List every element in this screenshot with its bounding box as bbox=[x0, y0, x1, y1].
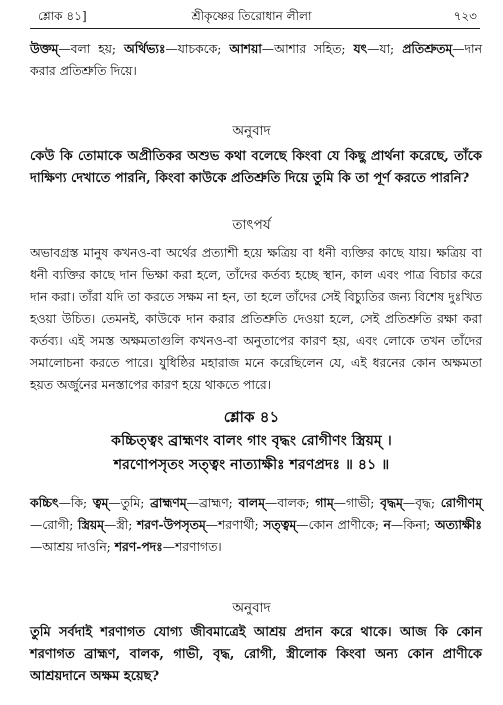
synonym-term: রোগীণম্ bbox=[440, 495, 482, 510]
synonym-meaning: —আশার সহিত; bbox=[261, 42, 346, 56]
synonym-meaning: —শরণাগত। bbox=[162, 540, 222, 554]
synonym-meaning: —বালক; bbox=[264, 496, 310, 510]
synonym-meaning: —যাচককে; bbox=[165, 42, 222, 56]
verse-line-2: শরণোপসৃতং সত্ত্বং নাত্যাক্ষীঃ শরণপ্রদঃ ॥ ৪১ ॥ bbox=[113, 457, 390, 473]
synonym-meaning: —ব্রাহ্মণ; bbox=[186, 496, 233, 510]
verse-title: শ্লোক ৪১ bbox=[223, 408, 280, 426]
purport-heading: তাৎপর্য bbox=[232, 217, 271, 233]
synonym-meaning: —গাভী; bbox=[333, 496, 375, 510]
verse-line-1: কচ্চিত্ত্বং ব্রাহ্মণং বালং গাং বৃদ্ধং রোগীণং স্ত্রিয়ম্ । bbox=[111, 433, 392, 449]
header-chapter-title: শ্রীকৃষ্ণের তিরোধান লীলা bbox=[191, 9, 312, 23]
translation-2-text: তুমি সর্বদাই শরণাগত যোগ্য জীবমাত্রেই আশ্রয় প্রদান করে থাকে। আজ কি কোন শরণাগত ব্রাহ্মণ, বালক, গাভী, বৃদ্ধ, রোগী, স্ত্রীলোক কিংবা অন্য কোন প্রাণীকে আশ্রয়দানে অক্ষম হয়েছ? bbox=[30, 625, 482, 684]
synonym-meaning: —শরণার্থী; bbox=[205, 518, 259, 532]
synonym-term: ত্বম্ bbox=[92, 495, 109, 510]
synonym-term: শরণ-পদঃ bbox=[114, 539, 163, 554]
translation-2-heading: অনুবাদ bbox=[232, 600, 271, 616]
synonym-term: সত্ত্বম্ bbox=[263, 517, 297, 532]
synonym-term: গাম্ bbox=[315, 495, 334, 510]
synonym-term: উক্তম্ bbox=[30, 41, 59, 56]
synonym-term: অর্থিভ্যঃ bbox=[124, 41, 166, 56]
header-rule bbox=[30, 28, 480, 29]
translation-heading: অনুবাদ bbox=[232, 123, 271, 139]
header-verse-ref: শ্লোক ৪১] bbox=[38, 9, 87, 23]
synonym-term: ব্রাহ্মণম্ bbox=[150, 495, 187, 510]
synonym-term: ন bbox=[383, 517, 391, 532]
synonym-term: অত্যাক্ষীঃ bbox=[434, 517, 482, 532]
synonym-meaning: —তুমি; bbox=[108, 496, 145, 510]
page-number: ৭২৩ bbox=[453, 9, 477, 23]
synonym-term: প্রতিশ্রুতম্ bbox=[402, 41, 453, 56]
synonym-meaning: —বলা হয়; bbox=[58, 42, 117, 56]
synonym-meaning: —দান করার প্রতিশ্রুতি দিয়ে। bbox=[30, 42, 482, 78]
synonym-term: আশয়া bbox=[229, 41, 262, 56]
synonym-term: বৃদ্ধম্ bbox=[380, 495, 403, 510]
synonym-meaning: —বৃদ্ধ; bbox=[402, 496, 436, 510]
synonym-meaning: —কোন প্রাণীকে; bbox=[296, 518, 379, 532]
synonym-meaning: —আশ্রয় দাওনি; bbox=[30, 540, 111, 554]
synonym-meaning: —যা; bbox=[367, 42, 395, 56]
synonym-term: কচ্চিৎ bbox=[30, 495, 59, 510]
running-header bbox=[0, 2, 503, 24]
translation-text: কেউ কি তোমাকে অপ্রীতিকর অশুভ কথা বলেছে কিংবা যে কিছু প্রার্থনা করেছে, তাঁকে দাক্ষিণ্য দেখাতে পারনি, কিংবা কাউকে প্রতিশ্রুতি দিয়ে তুমি কি তা পূর্ণ করতে পারনি? bbox=[30, 149, 482, 186]
synonym-term: শরণ-উপসৃতম্ bbox=[136, 517, 206, 532]
synonym-term: যৎ bbox=[353, 41, 368, 56]
synonym-meaning: —রোগী; bbox=[30, 518, 74, 532]
purport-text: অভাবগ্রস্ত মানুষ কখনও-বা অর্থের প্রত্যাশী হয়ে ক্ষত্রিয় বা ধনী ব্যক্তির কাছে যায়। ক্ষত্রিয় বা ধনী ব্যক্তির কাছে দান ভিক্ষা করা হলে, তাঁদের কর্তব্য হচ্ছে স্থান, কাল এবং পাত্র বিচার করে দান করা। তাঁরা যদি তা করতে সক্ষম না হন, তা হলে তাঁদের সেই বিচ্যুতির জন্য বিশেষ দুঃখিত হওয়া উচিত। তেমনই, কাউকে দান করার প্রতিশ্রুতি দেওয়া হলে, সেই প্রতিশ্রুতি রক্ষা করা কর্তব্য। এই সমস্ত অক্ষমতাগুলি কখনও-বা অনুতাপের কারণ হয়, এবং লোকে তখন তাঁদের সমালোচনা করতে পারে। যুধিষ্ঠির মহারাজ মনে করেছিলেন যে, এই ধরনের কোন অক্ষমতা হয়ত অর্জুনের মনস্তাপের কারণ হয়ে থাকতে পারে। bbox=[30, 246, 482, 392]
synonym-meaning: —স্ত্রী; bbox=[103, 518, 133, 532]
synonym-term: বালম্ bbox=[238, 495, 265, 510]
top-synonyms bbox=[30, 38, 482, 82]
synonym-meaning: —কিনা; bbox=[390, 518, 431, 532]
synonym-term: স্ত্রিয়ম্ bbox=[77, 517, 104, 532]
synonym-meaning: —কি; bbox=[58, 496, 88, 510]
verse-synonyms bbox=[30, 492, 482, 558]
